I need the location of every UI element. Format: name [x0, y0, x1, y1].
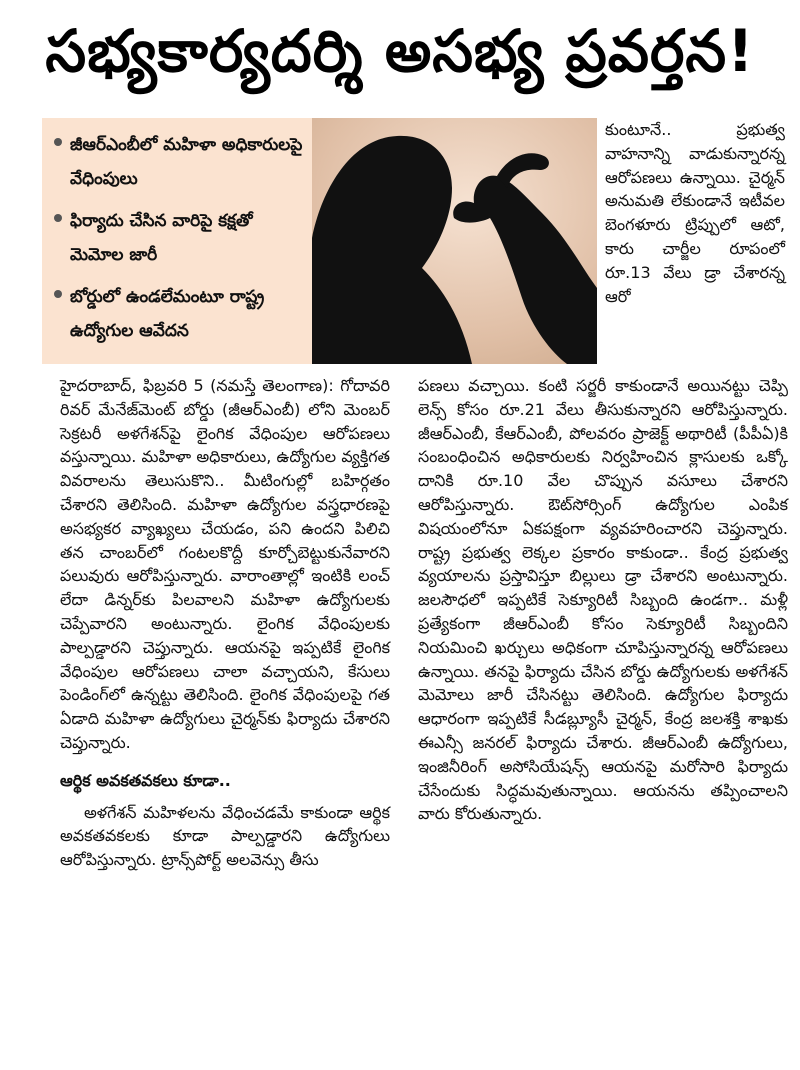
bullet-dot-icon	[54, 290, 62, 298]
highlights-box	[42, 118, 597, 364]
article-paragraph: పణలు వచ్చాయి. కంటి సర్జరీ కాకుండానే అయినట్టు చెప్పి లెన్స్ కోసం రూ.21 వేలు తీసుకున్నారని ఆరోపిస్తున్నారు. జీఆర్‌ఎంబీ, కేఆర్‌ఎంబీ, పోలవరం ప్రాజెక్ట్ అథారిటీ (పీపీఏ)కి సంబంధించిన అధికారులకు నిర్వహించిన క్లాసులకు ఒక్కో దానికి రూ.10 వేల చొప్పున వసూలు చేశారని ఆరోపిస్తున్నారు. ఔట్‌సోర్సింగ్ ఉద్యోగుల ఎంపిక విషయంలోనూ ఏకపక్షంగా వ్యవహరించారని చెప్తున్నారు. రాష్ట్ర ప్రభుత్వ లెక్కల ప్రకారం కాకుండా.. కేంద్ర ప్రభుత్వ వ్యయాలను ప్రస్తావిస్తూ బిల్లులు డ్రా చేశారని అంటున్నారు. జలసౌధలో ఇప్పటికే సెక్యూరిటీ సిబ్బంది ఉండగా.. మళ్లీ ప్రత్యేకంగా జీఆర్‌ఎంబీ కోసం సెక్యూరిటీ సిబ్బందిని నియమించి ఖర్చులు అధికంగా చూపిస్తున్నారన్న ఆరోపణలు ఉన్నాయి. తనపై ఫిర్యాదు చేసిన బోర్డు ఉద్యోగులకు అళగేశన్ మెమోలు జారీ చేసినట్టు తెలిసింది. ఉద్యోగుల ఫిర్యాదు ఆధారంగా ఇప్పటికే సీడబ్ల్యూసీ చైర్మన్, కేంద్ర జలశక్తి శాఖకు ఈఎన్సీ జనరల్ ఫిర్యాదు చేశారు. జీఆర్‌ఎంబీ ఉద్యోగులు, ఇంజినీరింగ్ అసోసియేషన్స్ ఆయనపై మరోసారి ఫిర్యాదు చేసేందుకు సిద్ధమవుతున్నాయి. ఆయనను తప్పించాలని వారు కోరుతున్నారు.	[418, 376, 788, 824]
article-subheading: ఆర్థిక అవకతవకలు కూడా..	[60, 770, 231, 790]
highlights-list	[42, 118, 312, 364]
bullet-dot-icon	[54, 214, 62, 222]
headline: సభ్యకార్యదర్శి అసభ్య ప్రవర్తన!	[45, 16, 755, 85]
highlight-item	[54, 280, 312, 348]
article-right-column	[418, 374, 788, 826]
harassment-silhouette-photo	[312, 118, 597, 364]
article-continuation-top: కుంటూనే.. ప్రభుత్వ వాహనాన్ని వాడుకున్నారన్న ఆరోపణలు ఉన్నాయి. చైర్మన్ అనుమతి లేకుండానే ఇటీవల బెంగళూరు ట్రిప్పులో ఆటో, కారు చార్జీల రూపంలో రూ.13 వేలు డ్రా చేశారన్న ఆరో	[605, 120, 785, 306]
bullet-dot-icon	[54, 138, 62, 146]
article-paragraph: హైదరాబాద్, ఫిబ్రవరి 5 (నమస్తే తెలంగాణ): గోదావరి రివర్ మేనేజ్‌మెంట్ బోర్డు (జీఆర్‌ఎంబీ) లోని మెంబర్ సెక్రటరీ అళగేశన్‌పై లైంగిక వేధింపుల ఆరోపణలు వస్తున్నాయి. మహిళా అధికారులు, ఉద్యోగుల వ్యక్తిగత వివరాలను తెలుసుకొని.. మీటింగుల్లో బహిర్గతం చేశారని తెలిసింది. మహిళా ఉద్యోగుల వస్త్రధారణపై అసభ్యకర వ్యాఖ్యలు చేయడం, పని ఉందని పిలిచి తన చాంబర్‌లో గంటలకొద్దీ కూర్చోబెట్టుకునేవారని పలువురు ఆరోపిస్తున్నారు. వారాంతాల్లో ఇంటికి లంచ్ లేదా డిన్నర్‌కు పిలవాలని మహిళా ఉద్యోగులకు చెప్పేవారని అంటున్నారు. లైంగిక వేధింపులకు పాల్పడ్డారని చెప్తున్నారు. ఆయనపై ఇప్పటికే లైంగిక వేధింపుల ఆరోపణలు చాలా వచ్చాయని, కేసులు పెండింగ్‌లో ఉన్నట్టు తెలిసింది. లైంగిక వేధింపులపై గత ఏడాది మహిళా ఉద్యోగులు చైర్మన్‌కు ఫిర్యాదు చేశారని చెప్తున్నారు.	[60, 376, 390, 752]
highlight-item	[54, 204, 312, 272]
highlight-item	[54, 128, 312, 196]
highlight-text: ఫిర్యాదు చేసిన వారిపై కక్షతో మెమోల జారీ	[70, 211, 253, 265]
article-left-column	[60, 374, 390, 872]
highlight-text: జీఆర్‌ఎంబీలో మహిళా అధికారులపై వేధింపులు	[70, 135, 303, 189]
article-paragraph: అళగేశన్ మహిళలను వేధించడమే కాకుండా ఆర్థిక అవకతవకలకు కూడా పాల్పడ్డారని ఉద్యోగులు ఆరోపిస్తున్నారు. ట్రాన్స్‌పోర్ట్ అలవెన్సు తీసు	[60, 802, 390, 870]
highlight-text: బోర్డులో ఉండలేమంటూ రాష్ట్ర ఉద్యోగుల ఆవేదన	[70, 287, 265, 341]
